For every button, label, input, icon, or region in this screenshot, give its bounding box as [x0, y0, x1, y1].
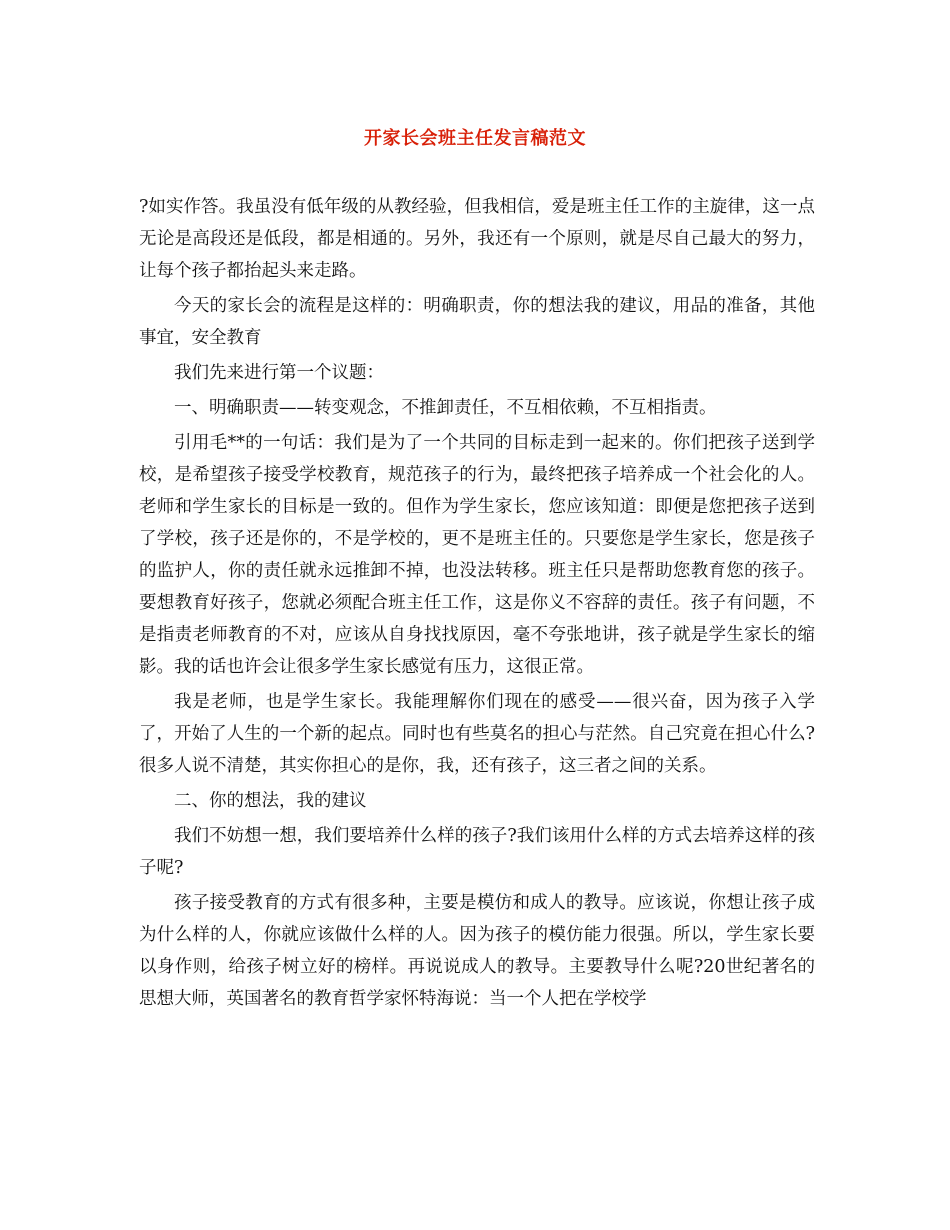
section-heading: 一、明确职责——转变观念，不推卸责任，不互相依赖，不互相指责。 [174, 398, 717, 418]
document-title: 开家长会班主任发言稿范文 [364, 128, 586, 149]
section-heading: 二、你的想法，我的建议 [174, 791, 367, 811]
paragraph: 我是老师，也是学生家长。我能理解你们现在的感受——很兴奋，因为孩子入学了，开始了人生的一个新的起点。同时也有些莫名的担心与茫然。自己究竟在担心什么?很多人说不清楚，其实你担心的是你，我，还有孩子，这三者之间的关系。 [139, 692, 815, 776]
paragraph: 我们先来进行第一个议题： [174, 363, 384, 383]
document-body [139, 191, 815, 1018]
paragraph: 今天的家长会的流程是这样的：明确职责，你的想法我的建议，用品的准备，其他事宜，安全教育 [139, 296, 815, 348]
paragraph: ?如实作答。我虽没有低年级的从教经验，但我相信，爱是班主任工作的主旋律，这一点无论是高段还是低段，都是相通的。另外，我还有一个原则，就是尽自己最大的努力，让每个孩子都抬起头来走路。 [139, 197, 815, 281]
paragraph: 引用毛**的一句话：我们是为了一个共同的目标走到一起来的。你们把孩子送到学校，是希望孩子接受学校教育，规范孩子的行为，最终把孩子培养成一个社会化的人。老师和学生家长的目标是一致的。但作为学生家长，您应该知道：即便是您把孩子送到了学校，孩子还是你的，不是学校的，更不是班主任的。只要您是学生家长，您是孩子的监护人，你的责任就永远推卸不掉，也没法转移。班主任只是帮助您教育您的孩子。要想教育好孩子，您就必须配合班主任工作，这是你义不容辞的责任。孩子有问题，不是指责老师教育的不对，应该从自身找找原因，毫不夸张地讲，孩子就是学生家长的缩影。我的话也许会让很多学生家长感觉有压力，这很正常。 [139, 433, 815, 677]
paragraph: 我们不妨想一想，我们要培养什么样的孩子?我们该用什么样的方式去培养这样的孩子呢? [139, 826, 815, 878]
paragraph: 孩子接受教育的方式有很多种，主要是模仿和成人的教导。应该说，你想让孩子成为什么样的人，你就应该做什么样的人。因为孩子的模仿能力很强。所以，学生家长要以身作则，给孩子树立好的榜样。再说说成人的教导。主要教导什么呢?20世纪著名的思想大师，英国著名的教育哲学家怀特海说：当一个人把在学校学 [139, 893, 815, 1009]
